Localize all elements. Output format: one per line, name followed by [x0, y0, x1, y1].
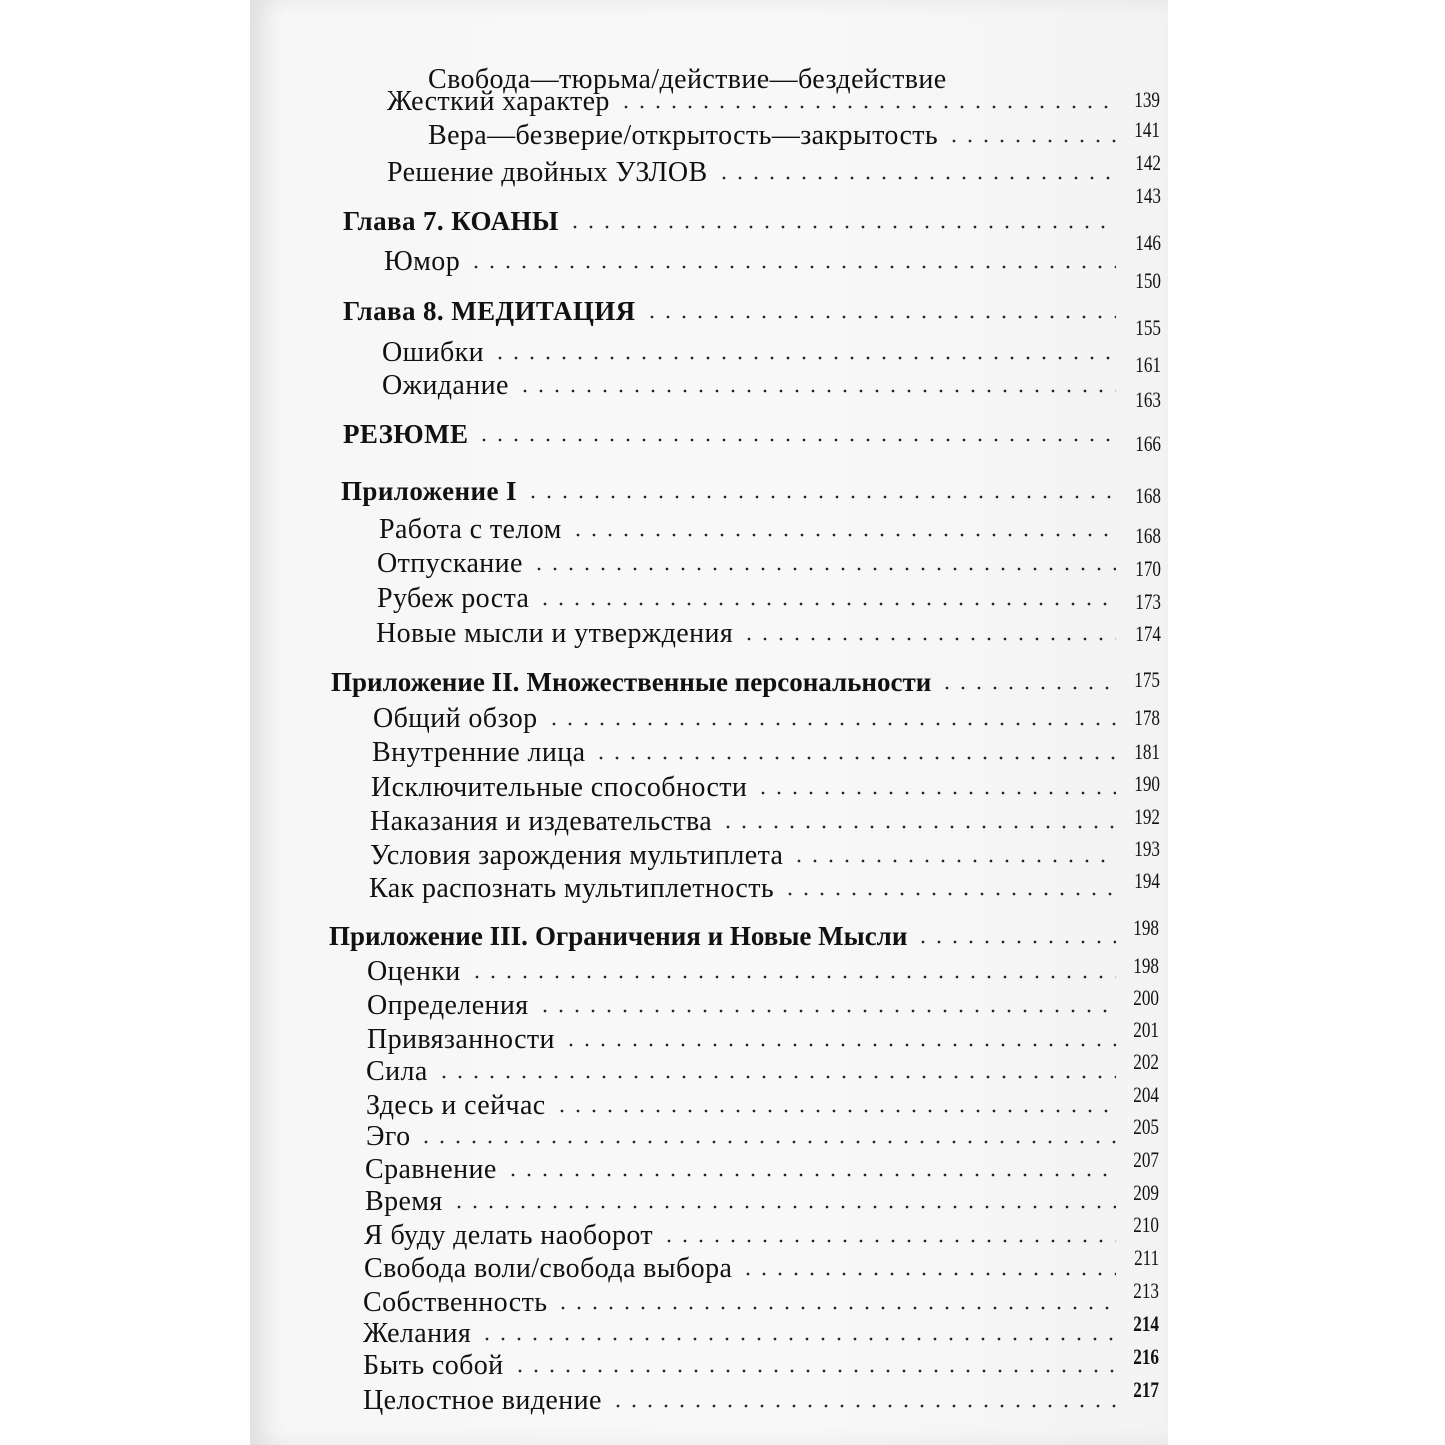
toc-page-number: 139	[1134, 87, 1160, 112]
dot-leader	[525, 494, 1116, 500]
toc-entry	[366, 1090, 1122, 1122]
toc-entry	[369, 873, 1122, 905]
toc-page-number: 168	[1135, 523, 1161, 548]
toc-entry	[363, 1385, 1122, 1417]
toc-page-number: 161	[1135, 352, 1161, 377]
toc-page-number: 205	[1133, 1114, 1159, 1139]
toc-entry-title: Сравнение	[365, 1154, 497, 1185]
toc-entry	[365, 1186, 1122, 1218]
toc-page-number: 213	[1133, 1278, 1159, 1303]
toc-entry-title: Жесткий характер	[387, 86, 610, 117]
toc-entry	[364, 1220, 1122, 1252]
dot-leader	[546, 721, 1116, 727]
dot-leader	[939, 685, 1116, 691]
dot-leader	[720, 824, 1116, 830]
toc-entry	[367, 990, 1122, 1022]
toc-page-number: 150	[1135, 268, 1161, 293]
toc-entry	[387, 86, 1122, 118]
toc-entry	[363, 1318, 1122, 1350]
toc-entry	[364, 1253, 1122, 1285]
dot-leader	[644, 314, 1116, 320]
toc-page-number: 141	[1134, 117, 1160, 142]
dot-leader	[554, 1108, 1116, 1114]
toc-entry-title: Быть собой	[363, 1350, 504, 1381]
dot-leader	[661, 1238, 1116, 1244]
toc-entry-title: РЕЗЮМЕ	[343, 419, 469, 449]
toc-entry-title: Сила	[366, 1056, 428, 1087]
dot-leader	[517, 388, 1116, 394]
dot-leader	[740, 1271, 1116, 1277]
toc-entry	[387, 157, 1122, 189]
toc-entry-title: Определения	[367, 990, 529, 1021]
toc-entry-title: Я буду делать наоборот	[364, 1220, 654, 1251]
dot-leader	[567, 224, 1116, 230]
toc-page-number: 211	[1133, 1245, 1159, 1270]
dot-leader	[436, 1074, 1116, 1080]
toc-page-number: 142	[1135, 150, 1161, 175]
dot-leader	[716, 175, 1116, 181]
toc-entry	[370, 840, 1122, 872]
toc-entry-title: Эго	[366, 1121, 411, 1152]
dot-leader	[755, 790, 1116, 796]
dot-leader	[563, 1042, 1116, 1048]
toc-entry	[373, 703, 1122, 735]
toc-chapter	[341, 475, 1122, 507]
toc-chapter	[343, 418, 1122, 450]
toc-page-number: 181	[1134, 739, 1160, 764]
toc-page-number: 173	[1135, 589, 1161, 614]
toc-entry-title: Целостное видение	[363, 1385, 602, 1416]
toc-chapter	[331, 666, 1122, 698]
toc-entry	[365, 1154, 1122, 1186]
toc-entry-title: Ошибки	[382, 337, 484, 368]
toc-entry-title: Свобода—тюрьма/действие—бездействие	[428, 64, 947, 95]
dot-leader	[555, 1305, 1116, 1311]
toc-page-number: 202	[1133, 1049, 1159, 1074]
toc-entry	[367, 1024, 1122, 1056]
toc-entry	[367, 956, 1122, 988]
toc-page-number: 216	[1133, 1344, 1159, 1369]
toc-entry-title: Как распознать мультиплетность	[369, 873, 775, 904]
toc-page-number: 201	[1133, 1017, 1159, 1042]
dot-leader	[451, 1204, 1116, 1210]
dot-leader	[610, 1403, 1116, 1409]
toc-entry	[376, 618, 1122, 650]
toc-page-number: 214	[1133, 1311, 1159, 1336]
toc-entry-title: Наказания и издевательства	[370, 806, 713, 837]
toc-entry	[379, 514, 1122, 546]
dot-leader	[915, 939, 1116, 945]
toc-page-number: 217	[1133, 1377, 1159, 1402]
toc-entry	[382, 370, 1122, 402]
toc-page-number: 193	[1134, 836, 1160, 861]
toc-page-number: 170	[1135, 556, 1161, 581]
dot-leader	[479, 1336, 1116, 1342]
toc-page-number: 168	[1135, 483, 1161, 508]
dot-leader	[418, 1139, 1116, 1145]
toc-page-number: 146	[1135, 230, 1161, 255]
toc-entry-title: Работа с телом	[379, 514, 562, 545]
toc-entry-title: Ожидание	[382, 370, 509, 401]
toc-entry	[366, 1121, 1122, 1153]
toc-page-number: 175	[1134, 667, 1160, 692]
dot-leader	[570, 532, 1116, 538]
toc-entry	[372, 737, 1122, 769]
dot-leader	[492, 355, 1116, 361]
dot-leader	[476, 437, 1116, 443]
toc-entry	[428, 120, 1122, 152]
toc-entry-title: Условия зарождения мультиплета	[370, 840, 784, 871]
dot-leader	[791, 858, 1116, 864]
toc-entry-title: Исключительные способности	[371, 772, 748, 803]
toc-entry-title: Новые мысли и утверждения	[376, 618, 734, 649]
dot-leader	[468, 264, 1116, 270]
toc-entry-title: Юмор	[384, 246, 461, 277]
toc-page-number: 166	[1135, 431, 1161, 456]
toc-entry-title: Внутренние лица	[372, 737, 586, 768]
toc-page-number: 178	[1134, 705, 1160, 730]
toc-page-number: 192	[1134, 804, 1160, 829]
toc-page-number: 155	[1135, 315, 1161, 340]
toc-entry-title: Рубеж роста	[377, 583, 530, 614]
toc-page-number: 190	[1134, 771, 1160, 796]
toc-entry-title: Собственность	[363, 1287, 548, 1318]
toc-page-number: 210	[1133, 1212, 1159, 1237]
toc-entry	[363, 1287, 1122, 1319]
dot-leader	[512, 1368, 1116, 1374]
toc-entry-title: Привязанности	[367, 1024, 555, 1055]
dot-leader	[537, 1008, 1116, 1014]
toc-chapter	[343, 205, 1122, 237]
toc-page-number: 198	[1133, 915, 1159, 940]
toc-page-number: 174	[1135, 621, 1161, 646]
toc-entry-title: Глава 7. КОАНЫ	[343, 206, 559, 236]
toc-entry	[370, 806, 1122, 838]
toc-entry	[366, 1056, 1122, 1088]
toc-page-number: 198	[1133, 953, 1159, 978]
toc-entry-title: Время	[365, 1186, 443, 1217]
toc-entry-title: Желания	[363, 1318, 472, 1349]
toc-page-number: 209	[1133, 1180, 1159, 1205]
toc-entry-title: Вера—безверие/открытость—закрытость	[428, 120, 939, 151]
dot-leader	[618, 104, 1116, 110]
toc-page-number: 204	[1133, 1082, 1159, 1107]
toc-entry	[377, 548, 1122, 580]
toc-entry-title: Общий обзор	[373, 703, 538, 734]
dot-leader	[469, 974, 1116, 980]
dot-leader	[505, 1172, 1116, 1178]
toc-entry-title: Оценки	[367, 956, 461, 987]
toc-entry	[384, 246, 1122, 278]
toc-entry	[371, 772, 1122, 804]
toc-page-number: 143	[1135, 183, 1161, 208]
toc-entry	[377, 583, 1122, 615]
dot-leader	[531, 566, 1116, 572]
dot-leader	[741, 636, 1116, 642]
toc-chapter	[343, 295, 1122, 327]
dot-leader	[782, 891, 1116, 897]
toc-entry-title: Здесь и сейчас	[366, 1090, 546, 1121]
dot-leader	[537, 601, 1116, 607]
toc-entry-title: Приложение III. Ограничения и Новые Мысли	[329, 921, 908, 951]
toc-page-number: 163	[1135, 387, 1161, 412]
dot-leader	[593, 755, 1116, 761]
toc-page-number: 194	[1134, 868, 1160, 893]
toc-entry-title: Приложение I	[341, 476, 517, 506]
toc-page-number: 207	[1133, 1147, 1159, 1172]
toc-entry-title: Приложение II. Множественные персональности	[331, 667, 932, 697]
toc-chapter	[329, 920, 1122, 952]
toc-entry-title: Отпускание	[377, 548, 523, 579]
toc-entry	[382, 337, 1122, 369]
toc-page-number: 200	[1133, 985, 1159, 1010]
toc-entry-title: Глава 8. МЕДИТАЦИЯ	[343, 296, 636, 326]
toc-entry-title: Свобода воли/свобода выбора	[364, 1253, 733, 1284]
toc-entry	[363, 1350, 1122, 1382]
dot-leader	[946, 138, 1116, 144]
toc-entry-title: Решение двойных УЗЛОВ	[387, 157, 708, 188]
